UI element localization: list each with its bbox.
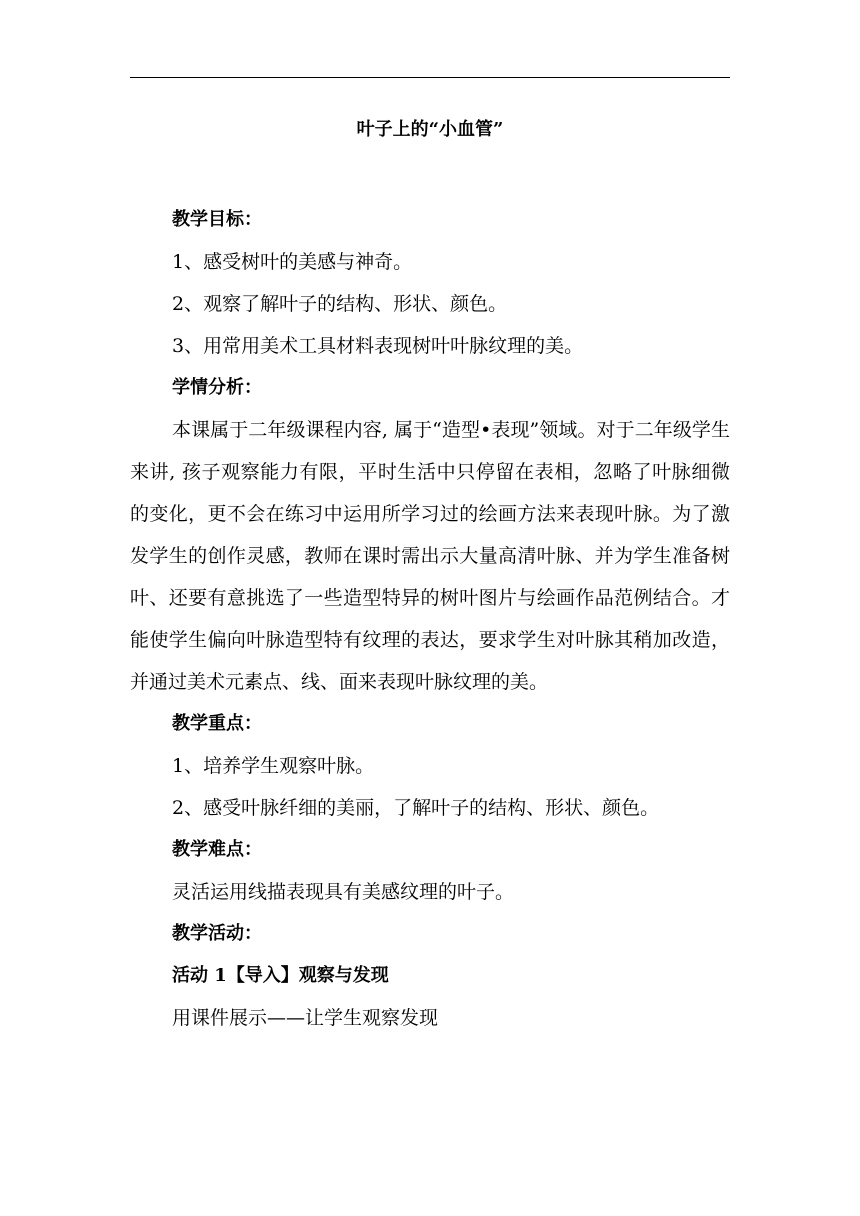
analysis-paragraph: 本课属于二年级课程内容, 属于“造型•表现”领域。对于二年级学生来讲, 孩子观察能力有限，平时生活中只停留在表相，忽略了叶脉细微的变化，更不会在练习中运用所学习过的绘画方法来表现叶脉。为了激发学生的创作灵感，教师在课时需出示大量高清叶脉、并为学生准备树叶、还要有意挑选了一些造型特异的树叶图片与绘画作品范例结合。才能使学生偏向叶脉造型特有纹理的表达，要求学生对叶脉其稍加改造，并通过美术元素点、线、面来表现叶脉纹理的美。 — [130, 419, 730, 693]
activity-1-heading: 活动 1【导入】观察与发现 — [172, 965, 389, 986]
difficulties-heading: 教学难点： — [172, 839, 262, 860]
activities-heading: 教学活动： — [172, 923, 262, 944]
activity-1-text: 用课件展示——让学生观察发现 — [172, 1007, 439, 1029]
objectives-heading: 教学目标： — [172, 209, 262, 230]
objective-item-3: 3、用常用美术工具材料表现树叶叶脉纹理的美。 — [172, 335, 584, 357]
document-body — [130, 199, 730, 1039]
document-title: 叶子上的“小血管” — [356, 119, 504, 140]
key-point-item-1: 1、培养学生观察叶脉。 — [172, 755, 375, 777]
key-points-heading: 教学重点： — [172, 713, 262, 734]
key-point-item-2: 2、感受叶脉纤细的美丽，了解叶子的结构、形状、颜色。 — [172, 797, 660, 819]
objective-item-1: 1、感受树叶的美感与神奇。 — [172, 251, 413, 273]
difficulties-text: 灵活运用线描表现具有美感纹理的叶子。 — [172, 881, 515, 903]
objective-item-2: 2、观察了解叶子的结构、形状、颜色。 — [172, 293, 508, 315]
analysis-heading: 学情分析： — [172, 377, 262, 398]
header-rule — [130, 77, 730, 78]
